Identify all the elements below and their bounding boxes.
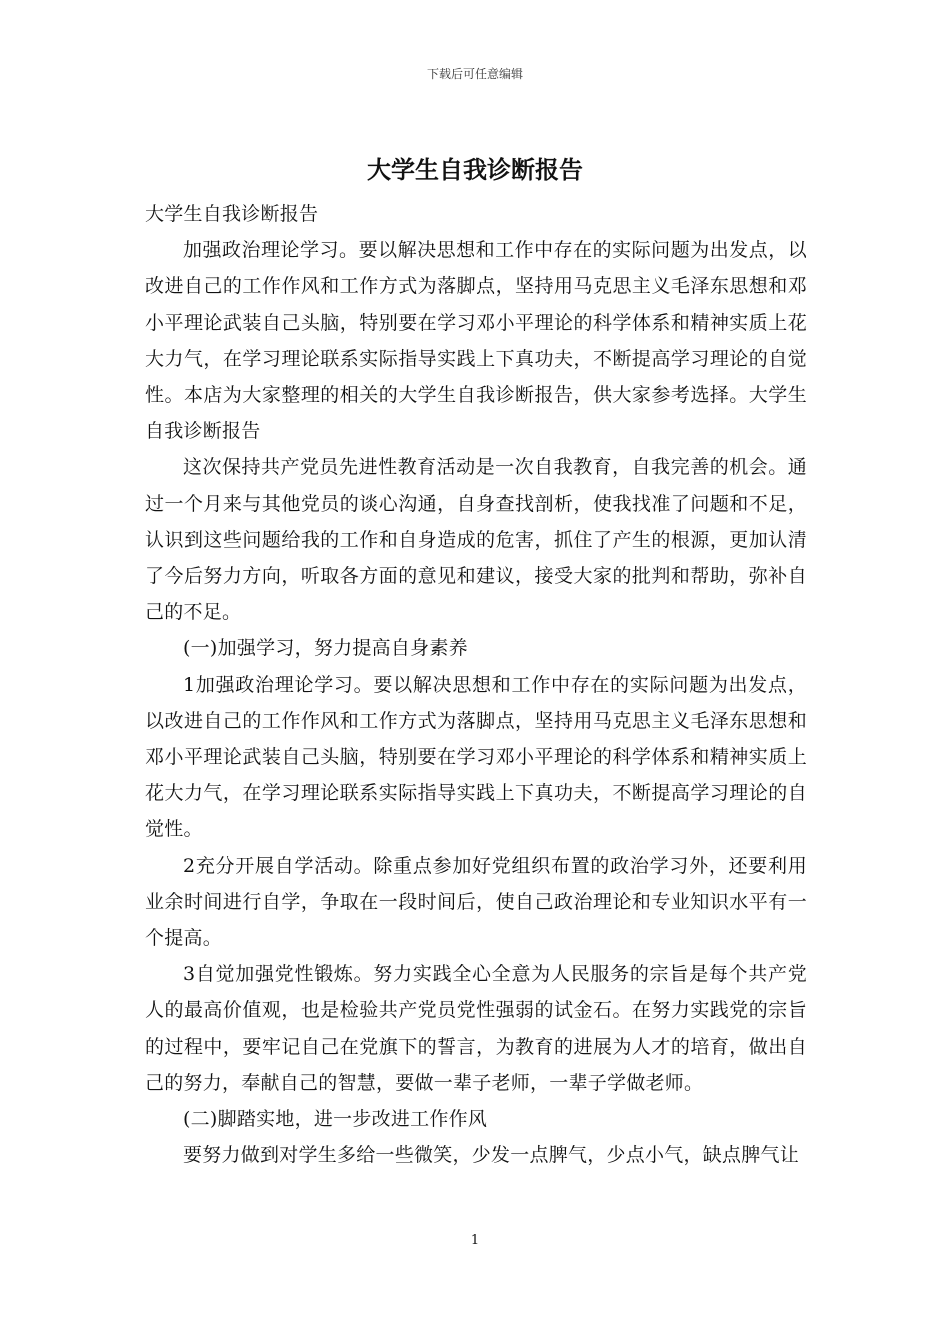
document-body <box>145 196 807 1173</box>
body-paragraph: 要努力做到对学生多给一些微笑，少发一点脾气，少点小气，缺点脾气让 <box>183 1144 800 1167</box>
section-heading: (一)加强学习，努力提高自身素养 <box>183 637 468 660</box>
body-paragraph: 1加强政治理论学习。要以解决思想和工作中存在的实际问题为出发点，以改进自己的工作作风和工作方式为落脚点，坚持用马克思主义毛泽东思想和邓小平理论武装自己头脑，特别要在学习邓小平理论的科学体系和精神实质上花大力气，在学习理论联系实际指导实践上下真功夫，不断提高学习理论的自觉性。 <box>145 673 807 841</box>
subtitle-paragraph: 大学生自我诊断报告 <box>145 203 319 225</box>
body-paragraph: 2充分开展自学活动。除重点参加好党组织布置的政治学习外，还要利用业余时间进行自学，争取在一段时间后，使自己政治理论和专业知识水平有一个提高。 <box>145 854 807 950</box>
body-paragraph: 加强政治理论学习。要以解决思想和工作中存在的实际问题为出发点，以改进自己的工作作风和工作方式为落脚点，坚持用马克思主义毛泽东思想和邓小平理论武装自己头脑，特别要在学习邓小平理论的科学体系和精神实质上花大力气，在学习理论联系实际指导实践上下真功夫，不断提高学习理论的自觉性。本店为大家整理的相关的大学生自我诊断报告，供大家参考选择。大学生自我诊断报告 <box>145 239 807 443</box>
body-paragraph: 3自觉加强党性锻炼。努力实践全心全意为人民服务的宗旨是每个共产党人的最高价值观，也是检验共产党员党性强弱的试金石。在努力实践党的宗旨的过程中，要牢记自己在党旗下的誓言，为教育的进展为人才的培育，做出自己的努力，奉献自己的智慧，要做一辈子老师，一辈子学做老师。 <box>145 963 807 1094</box>
document-title: 大学生自我诊断报告 <box>367 156 583 184</box>
section-heading: (二)脚踏实地，进一步改进工作作风 <box>183 1108 488 1131</box>
body-paragraph: 这次保持共产党员先进性教育活动是一次自我教育，自我完善的机会。通过一个月来与其他党员的谈心沟通，自身查找剖析，使我找准了问题和不足，认识到这些问题给我的工作和自身造成的危害，抓住了产生的根源，更加认清了今后努力方向，听取各方面的意见和建议，接受大家的批判和帮助，弥补自己的不足。 <box>145 456 807 624</box>
header-note: 下载后可任意编辑 <box>426 67 523 81</box>
page-number: 1 <box>470 1233 480 1248</box>
